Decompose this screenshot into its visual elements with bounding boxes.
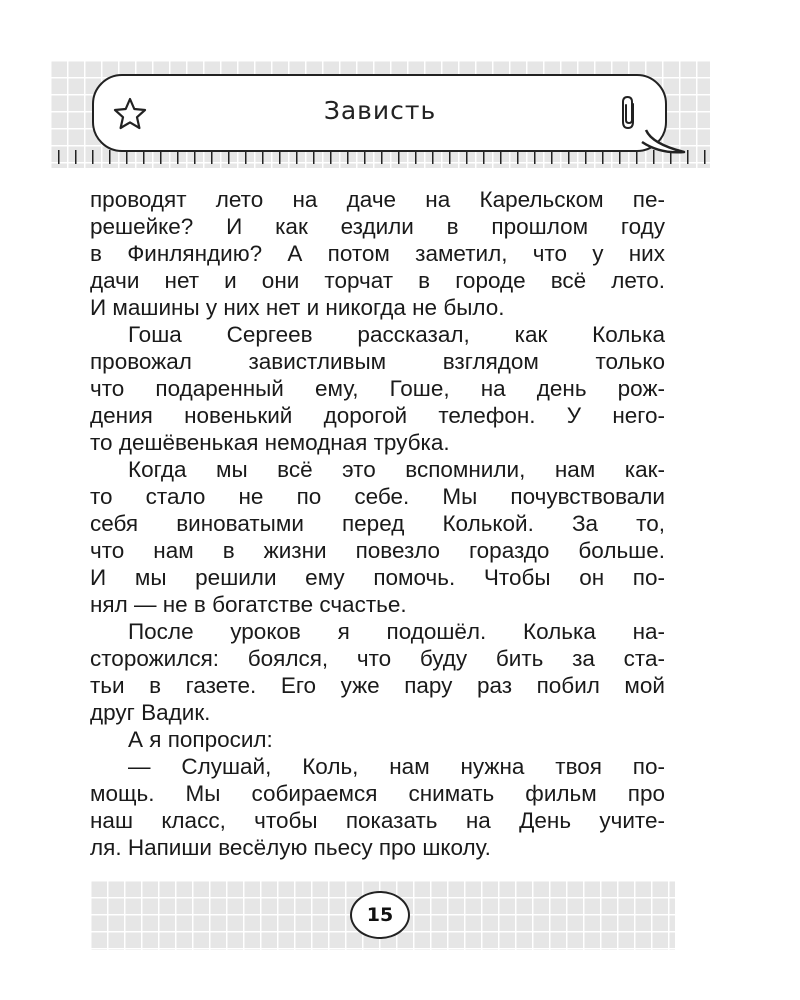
text-line: А я попросил: — [128, 727, 273, 752]
text-line: нял — не в богатстве счастье. — [90, 592, 407, 617]
text-line: дения новенький дорогой телефон. У него- — [90, 403, 665, 428]
header-ruler-ticks — [50, 150, 710, 168]
text-line: что нам в жизни повезло гораздо больше. — [90, 538, 665, 563]
text-line: друг Вадик. — [90, 700, 211, 725]
text-line: Когда мы всё это вспомнили, нам как- — [128, 457, 665, 482]
bubble-tail — [640, 128, 688, 158]
page-number-badge — [350, 891, 410, 939]
text-line: что подаренный ему, Гоше, на день рож- — [90, 376, 665, 401]
text-line: мощь. Мы собираемся снимать фильм про — [90, 781, 665, 806]
text-line: то стало не по себе. Мы почувствовали — [90, 484, 665, 509]
text-line: После уроков я подошёл. Колька на- — [128, 619, 665, 644]
text-line: И машины у них нет и никогда не было. — [90, 295, 505, 320]
chapter-title: Зависть — [323, 96, 437, 125]
text-line: то дешёвенькая немодная трубка. — [90, 430, 450, 455]
text-line: наш класс, чтобы показать на День учите- — [90, 808, 665, 833]
text-line: И мы решили ему помочь. Чтобы он по- — [90, 565, 665, 590]
text-line: провожал завистливым взглядом только — [90, 349, 665, 374]
text-line: себя виноватыми перед Колькой. За то, — [90, 511, 665, 536]
page-number: 15 — [366, 904, 394, 926]
text-line: решейке? И как ездили в прошлом году — [90, 214, 665, 239]
text-line: сторожился: боялся, что буду бить за ста- — [90, 646, 665, 671]
text-line: дачи нет и они торчат в городе всё лето. — [90, 268, 665, 293]
text-line: в Финляндию? А потом заметил, что у них — [90, 241, 665, 266]
text-line: — Слушай, Коль, нам нужна твоя по- — [128, 754, 665, 779]
text-line: Гоша Сергеев рассказал, как Колька — [128, 322, 665, 347]
text-line: тьи в газете. Его уже пару раз побил мой — [90, 673, 665, 698]
text-line: проводят лето на даче на Карельском пе- — [90, 187, 665, 212]
body-text — [90, 186, 665, 861]
text-line: ля. Напиши весёлую пьесу про школу. — [90, 835, 491, 860]
